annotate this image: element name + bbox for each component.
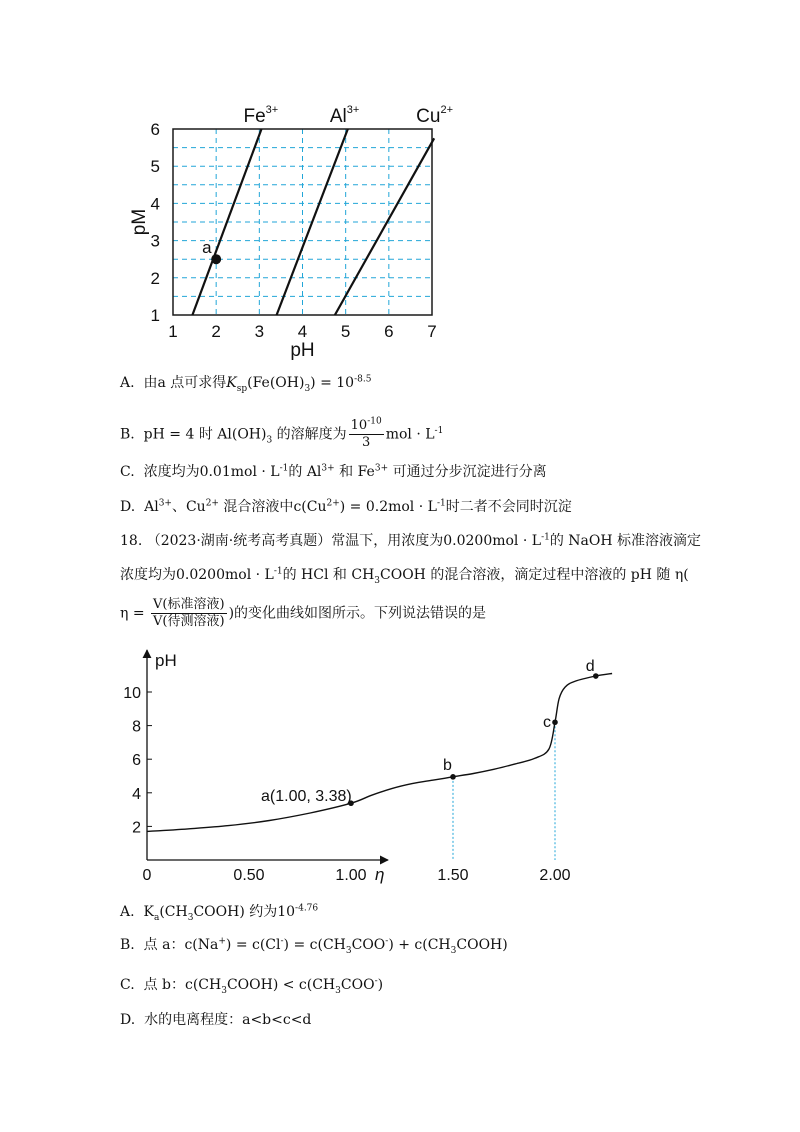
pm-ph-chart [0, 0, 800, 370]
y-tick-label: 4 [150, 194, 160, 214]
solubility-fraction: $\frac{10^{-10}}{3}$ [350, 416, 382, 450]
grid [173, 129, 432, 315]
q18-stem-line-1: 18. （2023·湖南·统考高考真题）常温下，用浓度为$0.0200mol \cdot L^{-1}$的 NaOH 标准溶液滴定 [120, 532, 702, 549]
x-tick-label: 4 [297, 322, 308, 341]
x-tick-label: 2.00 [539, 867, 571, 884]
x-tick-label: 0 [142, 867, 152, 884]
y-tick-label: 1 [150, 306, 160, 325]
curve-points [261, 658, 599, 806]
x-tick-label: 0.50 [233, 867, 265, 884]
y-axis-label: pH [155, 651, 177, 670]
x-tick-label: 2 [211, 322, 221, 341]
series-label [243, 104, 278, 127]
curve-point [450, 774, 456, 780]
q17-option-c[interactable]: C. 浓度均为$0.01mol \cdot L^{-1}$的 $Al^{3+}$ 和 $Fe^{3+}$ 可通过分步沉淀进行分离 [120, 463, 547, 480]
x-tick-label: 5 [340, 322, 351, 341]
series-label [416, 104, 453, 127]
y-tick-label: 6 [132, 752, 141, 770]
option-letter: C. [120, 977, 135, 993]
series-label-charge: 3+ [346, 104, 360, 116]
option-letter: B. [120, 426, 135, 443]
curve-point-label: c [543, 714, 551, 732]
curve-point-label: b [443, 756, 452, 774]
y-tick-label: 6 [150, 120, 160, 139]
point-a-label: a [202, 238, 212, 258]
q18-stem-line-2: 浓度均为$0.0200mol \cdot L^{-1}$的 HCl 和 $CH_3COOH$ 的混合溶液，滴定过程中溶液的 pH 随 η( [120, 566, 689, 586]
x-axis-label: η [375, 865, 385, 884]
series-labels [243, 104, 453, 127]
q18-stem-line-3: η = $\frac{\text{V(标准溶液)}}{\text{V(待测溶液)}}$ )的变化曲线如图所示。下列说法错误的是 [120, 597, 487, 629]
curve-point [552, 719, 558, 725]
series-label-charge: 3+ [265, 104, 279, 116]
point-a [211, 254, 221, 264]
option-letter: C. [120, 464, 135, 480]
q18-option-d[interactable]: D. 水的电离程度：a<b<c<d [120, 1012, 312, 1028]
option-letter: A. [120, 375, 135, 391]
q17-option-b[interactable]: B. pH = 4 时 $Al(OH)_3$ 的溶解度为 $\frac{10^{-10}}{3}$ mol · $L^{-1}$ [120, 416, 444, 450]
series-label-base: Al [329, 106, 347, 127]
option-letter: D. [120, 499, 136, 515]
y-tick-label: 5 [150, 157, 160, 177]
option-letter: B. [120, 937, 135, 953]
series-label-base: Fe [243, 106, 266, 127]
series-line-2 [335, 138, 434, 315]
x-tick-label: 6 [384, 322, 394, 341]
x-tick-label: 1 [168, 322, 178, 341]
x-tick-label: 3 [254, 322, 265, 341]
y-tick-label: 3 [150, 231, 160, 251]
x-axis-label: pH [290, 340, 315, 361]
titration-curve [147, 674, 612, 832]
q18-option-a[interactable]: A. $K_a(CH_3COOH)$ 约为$10^{-4.76}$ [120, 903, 319, 923]
y-tick-label: 10 [123, 685, 141, 702]
option-letter: D. [120, 1012, 136, 1028]
q17-option-a[interactable]: A. 由a 点可求得$K_{sp}(Fe(OH)_3) = 10^{-8.5}$ [120, 374, 372, 394]
y-tick-label: 2 [132, 819, 141, 837]
x-tick-labels [168, 322, 436, 341]
curve-point-label: d [585, 658, 595, 676]
series-label [330, 104, 359, 127]
y-tick-label: 8 [132, 718, 141, 736]
x-tick-label: 7 [427, 322, 437, 341]
curve-point-label: a(1.00, 3.38) [261, 788, 352, 806]
series-label-charge: 2+ [440, 104, 454, 116]
titration-chart [0, 640, 800, 900]
option-letter: A. [120, 904, 135, 920]
eta-fraction: $\frac{\text{V(标准溶液)}}{\text{V(待测溶液)}}$ [153, 597, 225, 629]
x-tick-labels [143, 867, 571, 884]
guide-lines [453, 722, 555, 860]
y-tick-labels [151, 120, 160, 325]
q17-option-d[interactable]: D. $Al^{3+}$、$Cu^{2+}$ 混合溶液中$c(Cu^{2+}) = 0.2mol \cdot L^{-1}$时二者不会同时沉淀 [120, 498, 572, 515]
x-tick-label: 1.50 [437, 867, 469, 884]
y-tick-label: 2 [150, 268, 160, 288]
q18-option-b[interactable]: B. 点 a：$c(Na^+) = c(Cl^-) = c(CH_3COO^-)$ + $c(CH_3COOH)$ [120, 936, 508, 956]
y-tick-labels [123, 685, 152, 836]
q18-option-c[interactable]: C. 点 b：$c(CH_3COOH) < c(CH_3COO^-)$ [120, 976, 384, 996]
x-tick-label: 1.00 [335, 867, 367, 884]
y-axis-label: pM [129, 208, 150, 236]
y-tick-label: 4 [132, 785, 141, 803]
series-label-base: Cu [416, 106, 441, 127]
